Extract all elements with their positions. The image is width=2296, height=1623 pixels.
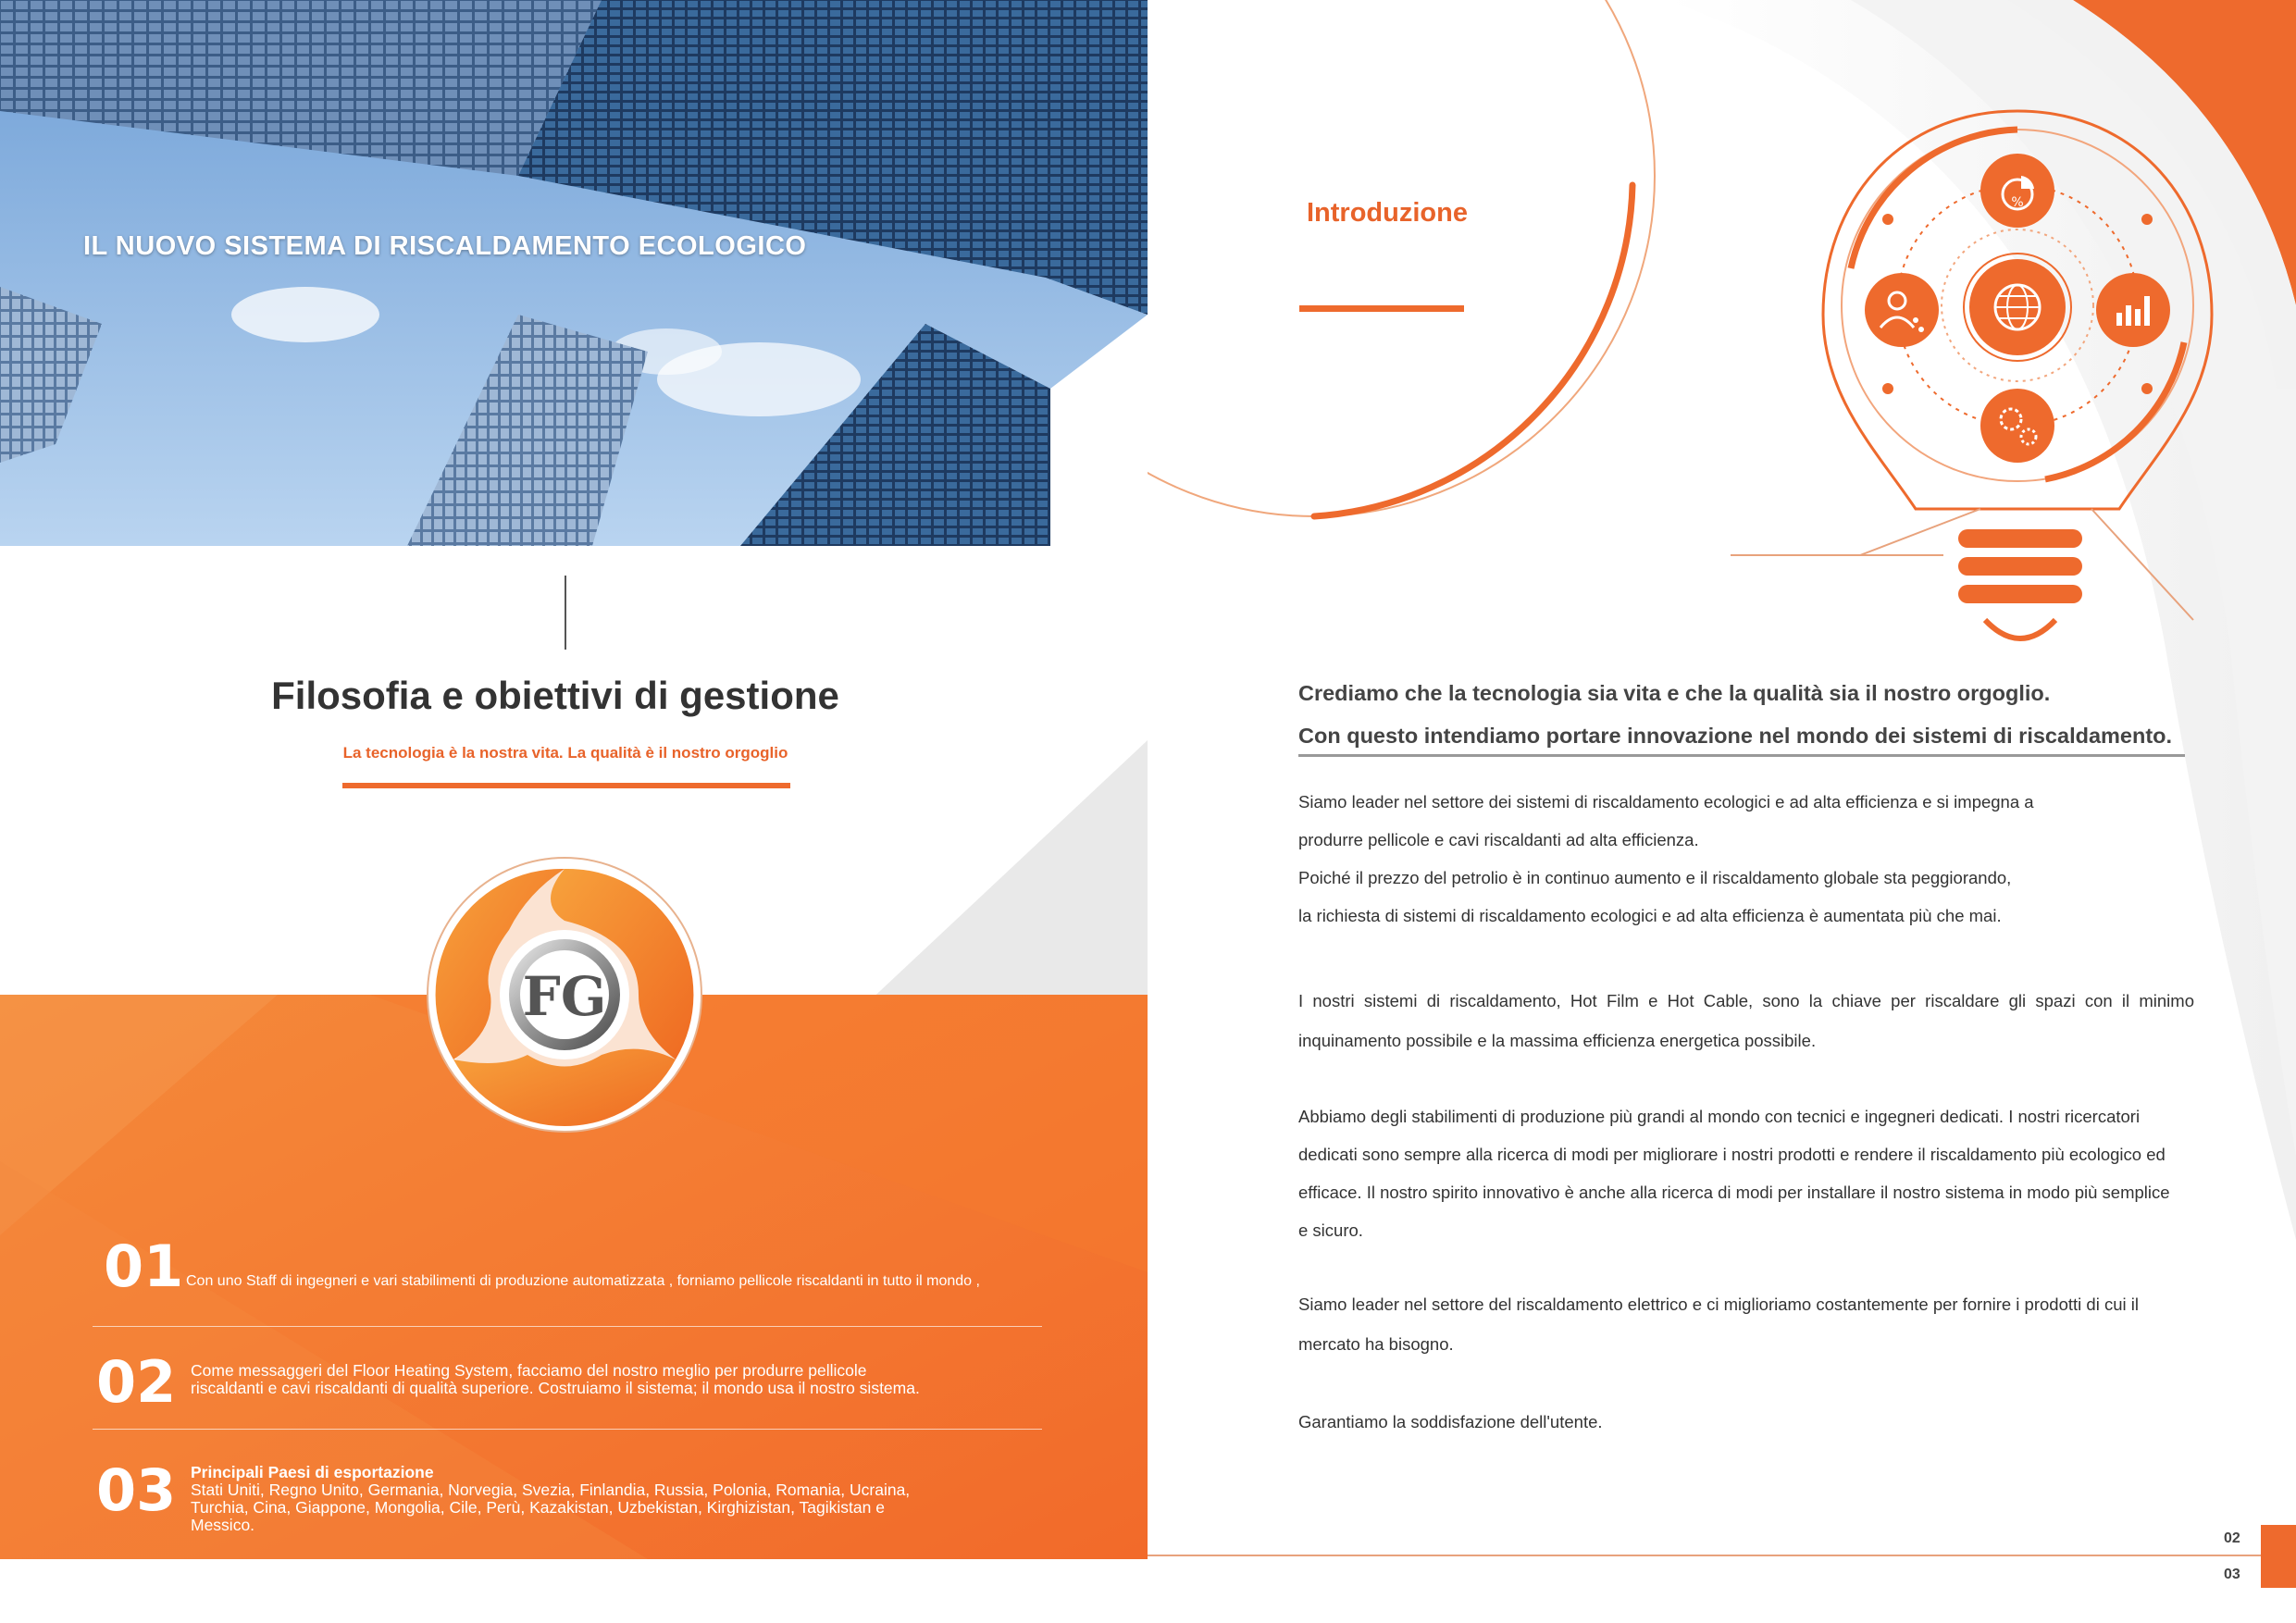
page-number-left: 02 <box>2224 1530 2240 1546</box>
hero-title: IL NUOVO SISTEMA DI RISCALDAMENTO ECOLOGICO <box>83 231 807 261</box>
page-tab <box>2261 1525 2296 1588</box>
item-title: Principali Paesi di esportazione <box>191 1463 434 1481</box>
body-line: efficace. Il nostro spirito innovativo è anche alla ricerca di modi per installare il nostro sistema in modo più semplice <box>1298 1183 2170 1202</box>
light-bulb-icon <box>1795 102 2240 657</box>
body-line: la richiesta di sistemi di riscaldamento ecologici e ad alta efficienza è aumentata più che mai. <box>1298 906 2002 925</box>
logo-letters: FG <box>522 965 607 1028</box>
body-line: inquinamento possibile e la massima efficienza energetica possibile. <box>1298 1031 1817 1050</box>
body-line: Poiché il prezzo del petrolio è in continuo aumento e il riscaldamento globale sta peggiorando, <box>1298 868 2012 887</box>
body-line: I nostri sistemi di riscaldamento, Hot Film e Hot Cable, sono la chiave per riscaldare gli spazi con il minimo <box>1298 991 2194 1010</box>
body-line: Siamo leader nel settore dei sistemi di riscaldamento ecologici e ad alta efficienza e si impegna a <box>1298 792 2034 812</box>
body-line: Garantiamo la soddisfazione dell'utente. <box>1298 1412 1603 1431</box>
intro-heading-line: Con questo intendiamo portare innovazione nel mondo dei sistemi di riscaldamento. <box>1298 724 2173 748</box>
item-text: Stati Uniti, Regno Unito, Germania, Norvegia, Svezia, Finlandia, Russia, Polonia, Romania, Ucraina, <box>191 1481 911 1499</box>
body-line: dedicati sono sempre alla ricerca di modi per migliorare i nostri prodotti e rendere il riscaldamento più ecologico ed <box>1298 1145 2166 1164</box>
body-line: produrre pellicole e cavi riscaldanti ad alta efficienza. <box>1298 830 1699 849</box>
item-number: 02 <box>96 1348 177 1416</box>
hero-photo <box>0 0 1148 546</box>
percent-glyph: % <box>2011 195 2024 210</box>
vertical-divider <box>565 576 566 650</box>
item-divider <box>93 1326 1042 1327</box>
heading-rule <box>1298 754 2185 757</box>
page-number-right: 03 <box>2224 1567 2240 1582</box>
body-line: Abbiamo degli stabilimenti di produzione più grandi al mondo con tecnici e ingegneri dedicati. I nostri ricercatori <box>1298 1107 2141 1126</box>
item-text: Con uno Staff di ingegneri e vari stabilimenti di produzione automatizzata , forniamo pellicole riscaldanti in tutto il mondo , <box>186 1273 980 1289</box>
intro-heading <box>1298 672 2172 757</box>
item-text: Messico. <box>191 1516 255 1534</box>
gray-triangle-decoration <box>648 740 1148 1018</box>
intro-body <box>1298 783 2194 1441</box>
body-line: Siamo leader nel settore del riscaldamento elettrico e ci miglioriamo costantemente per fornire i prodotti di cui il <box>1298 1295 2139 1314</box>
fg-logo <box>426 856 703 1134</box>
intro-label: Introduzione <box>1307 198 1468 228</box>
item-divider <box>93 1429 1042 1430</box>
page-title: Filosofia e obiettivi di gestione <box>271 674 839 717</box>
body-line: mercato ha bisogno. <box>1298 1334 1454 1354</box>
item-text: riscaldanti e cavi riscaldanti di qualità superiore. Costruiamo il sistema; il mondo usa il nostro sistema. <box>191 1379 920 1397</box>
item-number: 01 <box>104 1233 184 1300</box>
footer-rule <box>1148 1555 2278 1556</box>
intro-heading-line: Crediamo che la tecnologia sia vita e che la qualità sia il nostro orgoglio. <box>1298 681 2051 705</box>
page-subtitle: La tecnologia è la nostra vita. La qualità è il nostro orgoglio <box>342 744 788 762</box>
intro-underline <box>1299 305 1464 312</box>
body-line: e sicuro. <box>1298 1220 1363 1240</box>
item-text: Turchia, Cina, Giappone, Mongolia, Cile, Perù, Kazakistan, Uzbekistan, Kirghizistan, Tagikistan e <box>191 1498 885 1517</box>
item-number: 03 <box>96 1456 177 1524</box>
item-text: Come messaggeri del Floor Heating System, facciamo del nostro meglio per produrre pellicole <box>191 1361 867 1380</box>
